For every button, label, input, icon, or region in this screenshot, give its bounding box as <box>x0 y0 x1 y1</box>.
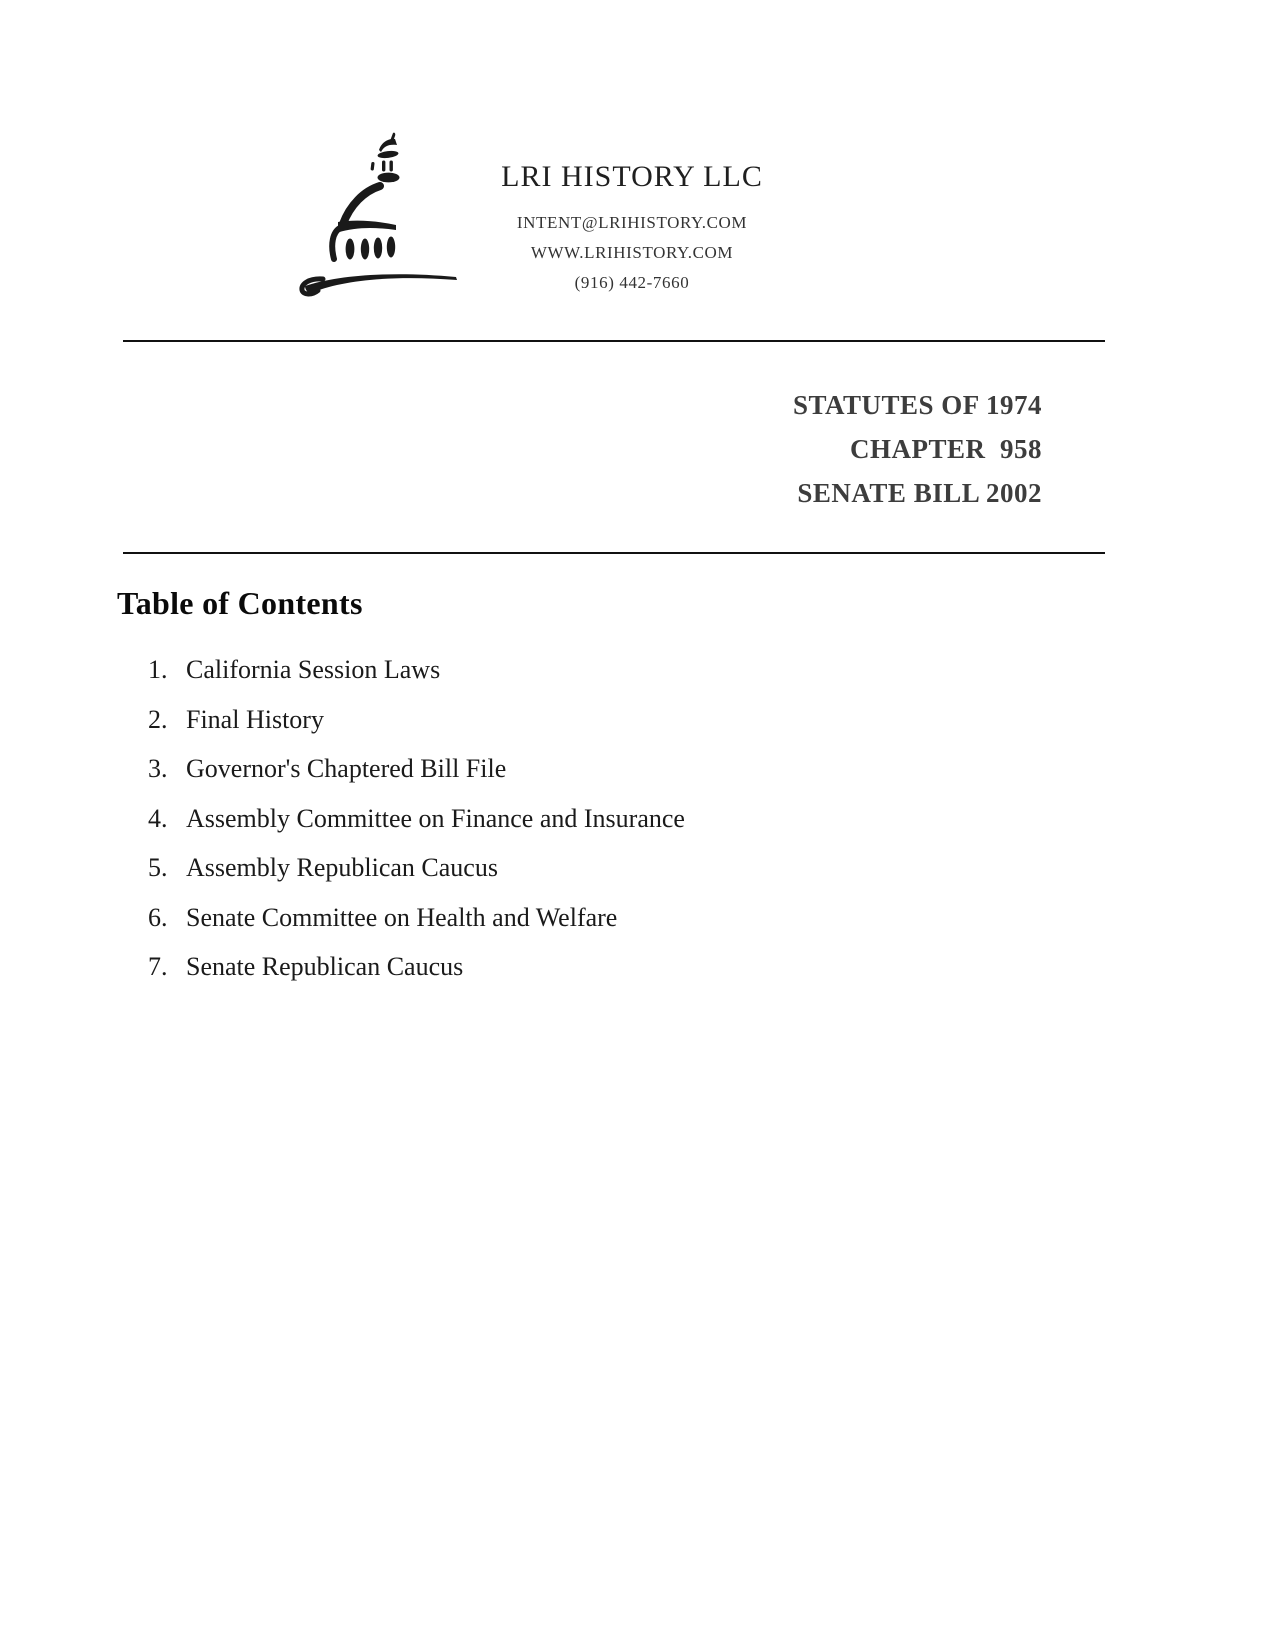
toc-item-label: California Session Laws <box>186 655 441 684</box>
toc-item <box>148 794 1048 844</box>
capitol-dome-logo-icon <box>293 128 478 300</box>
company-name: LRI HISTORY LLC <box>501 160 763 193</box>
toc-item <box>148 744 1048 794</box>
senate-bill-line: SENATE BILL 2002 <box>797 478 1042 508</box>
toc-item-number: 3. <box>148 754 168 783</box>
toc-item-number: 6. <box>148 902 168 932</box>
toc-item <box>148 942 1048 992</box>
toc-item-number: 2. <box>148 704 168 734</box>
toc-item <box>148 843 1048 893</box>
toc-item-label: Senate Committee on Health and Welfare <box>186 902 618 932</box>
toc-item <box>148 695 1048 745</box>
toc-item-label: Governor's Chaptered Bill File <box>186 754 507 783</box>
toc-item-number: 1. <box>148 655 168 684</box>
toc-list <box>148 645 1048 992</box>
toc-item <box>148 645 1048 695</box>
toc-item-label: Senate Republican Caucus <box>186 952 464 981</box>
toc-item-number: 5. <box>148 853 168 882</box>
toc-item-label: Assembly Republican Caucus <box>186 853 498 882</box>
toc-item-number: 4. <box>148 803 168 833</box>
toc-item-label: Assembly Committee on Finance and Insurance <box>186 803 685 833</box>
statutes-year-line: STATUTES OF 1974 <box>792 390 1042 420</box>
horizontal-divider-bottom <box>123 552 1105 554</box>
document-title-block <box>123 383 1042 515</box>
contact-phone: (916) 442-7660 <box>574 273 690 292</box>
chapter-line: CHAPTER 958 <box>849 434 1042 464</box>
toc-item-label: Final History <box>186 704 324 734</box>
contact-website: WWW.LRIHISTORY.COM <box>530 243 734 262</box>
horizontal-divider-top <box>123 340 1105 342</box>
letterhead <box>452 160 812 298</box>
toc-item-number: 7. <box>148 952 168 981</box>
contact-email: INTENT@LRIHISTORY.COM <box>516 213 748 232</box>
toc-heading: Table of Contents <box>117 585 363 621</box>
toc-item <box>148 893 1048 943</box>
